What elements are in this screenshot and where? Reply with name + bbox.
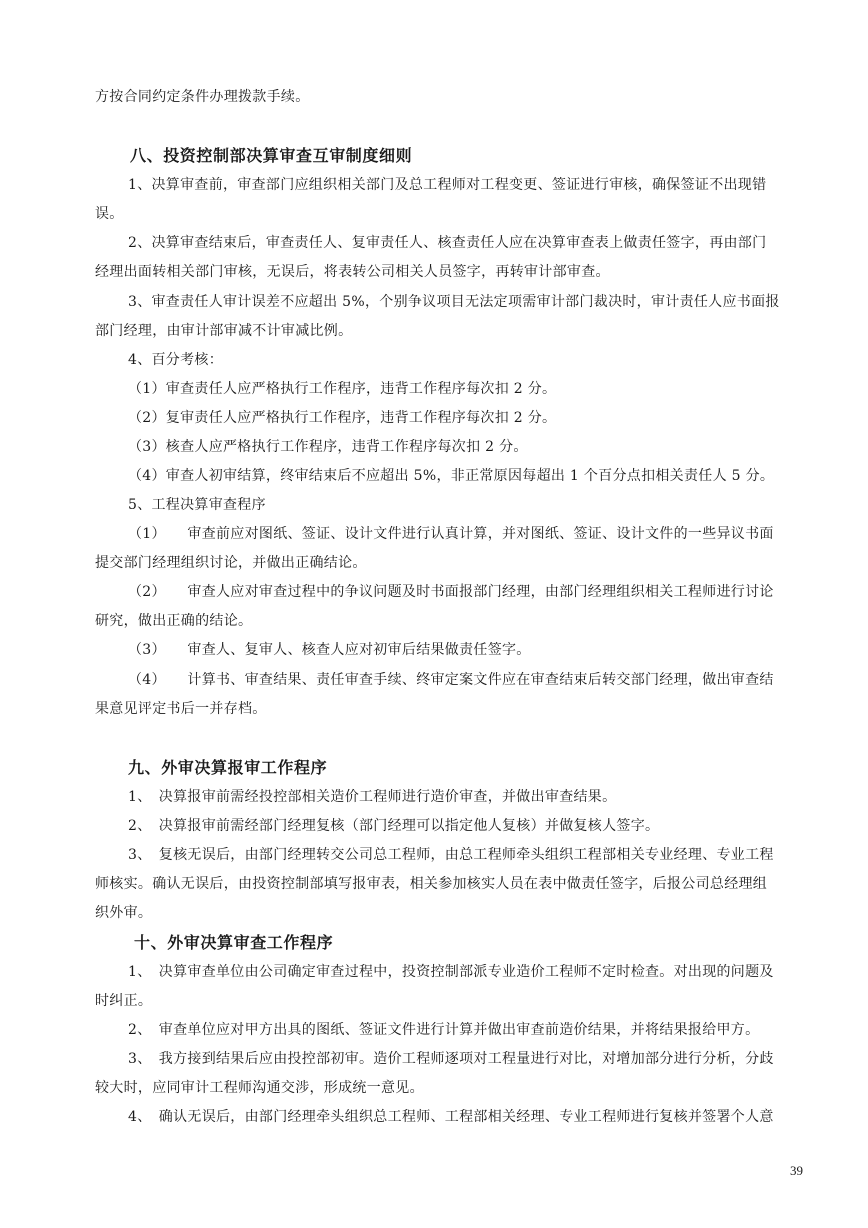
paragraph-line: 研究，做出正确的结论。 xyxy=(95,613,253,629)
paragraph-line: 1、 决算报审前需经投控部相关造价工程师进行造价审查，并做出审查结果。 xyxy=(128,789,617,805)
section-heading: 十、外审决算审查工作程序 xyxy=(134,933,334,952)
paragraph-line: 2、 决算报审前需经部门经理复核（部门经理可以指定他人复核）并做复核人签字。 xyxy=(128,818,660,834)
paragraph-line: 3、审查责任人审计误差不应超出 5%，个别争议项目无法定项需审计部门裁决时，审计责任人应书面报 xyxy=(128,294,780,310)
paragraph-line: 1、 决算审查单位由公司确定审查过程中，投资控制部派专业造价工程师不定时检查。对出现的问题及 xyxy=(128,964,774,980)
paragraph-line: 3、 复核无误后，由部门经理转交公司总工程师，由总工程师牵头组织工程部相关专业经理、专业工程 xyxy=(128,847,774,863)
paragraph-line: 3、 我方接到结果后应由投控部初审。造价工程师逐项对工程量进行对比，对增加部分进行分析，分歧 xyxy=(128,1051,774,1067)
paragraph-line: （3） 审查人、复审人、核查人应对初审后结果做责任签字。 xyxy=(128,642,531,658)
paragraph-line: 师核实。确认无误后，由投资控制部填写报审表，相关参加核实人员在表中做责任签字，后报公司总经理组 xyxy=(95,876,768,892)
paragraph-line: 经理出面转相关部门审核，无误后，将表转公司相关人员签字，再转审计部审查。 xyxy=(95,264,610,280)
page-number: 39 xyxy=(790,1163,803,1178)
paragraph-line: 1、决算审查前，审查部门应组织相关部门及总工程师对工程变更、签证进行审核，确保签证不出现错 xyxy=(128,177,767,193)
paragraph-line: （1） 审查前应对图纸、签证、设计文件进行认真计算，并对图纸、签证、设计文件的一些异议书面 xyxy=(128,526,774,542)
paragraph-line: 较大时，应同审计工程师沟通交涉，形成统一意见。 xyxy=(95,1080,424,1096)
paragraph-line: 2、决算审查结束后，审查责任人、复审责任人、核查责任人应在决算审查表上做责任签字，再由部门 xyxy=(128,235,767,251)
paragraph-line: （2）复审责任人应严格执行工作程序，违背工作程序每次扣 2 分。 xyxy=(128,410,557,426)
section-heading: 九、外审决算报审工作程序 xyxy=(128,758,328,777)
section-heading: 八、投资控制部决算审查互审制度细则 xyxy=(130,146,413,165)
paragraph-line: （2） 审查人应对审查过程中的争议问题及时书面报部门经理，由部门经理组织相关工程师进行讨论 xyxy=(128,584,774,600)
paragraph-line: 方按合同约定条件办理拨款手续。 xyxy=(95,89,310,105)
paragraph-line: （4）审查人初审结算，终审结束后不应超出 5%，非正常原因每超出 1 个百分点扣相关责任人 5 分。 xyxy=(128,468,775,484)
paragraph-line: 提交部门经理组织讨论，并做出正确结论。 xyxy=(95,555,367,571)
paragraph-line: 部门经理，由审计部审减不计审减比例。 xyxy=(95,323,353,339)
paragraph-line: 4、 确认无误后，由部门经理牵头组织总工程师、工程部相关经理、专业工程师进行复核并签署个人意 xyxy=(128,1109,774,1125)
paragraph-line: 时纠正。 xyxy=(95,993,153,1009)
paragraph-line: （3）核查人应严格执行工作程序，违背工作程序每次扣 2 分。 xyxy=(128,439,528,455)
paragraph-line: 4、百分考核： xyxy=(128,352,224,368)
paragraph-line: 误。 xyxy=(95,206,124,222)
paragraph-line: 5、工程决算审查程序 xyxy=(128,497,266,513)
paragraph-line: 织外审。 xyxy=(95,905,153,921)
paragraph-line: （4） 计算书、审查结果、责任审查手续、终审定案文件应在审查结束后转交部门经理，做出审查结 xyxy=(128,672,774,688)
paragraph-line: 2、 审查单位应对甲方出具的图纸、签证文件进行计算并做出审查前造价结果，并将结果报给甲方。 xyxy=(128,1022,760,1038)
paragraph-line: 果意见评定书后一并存档。 xyxy=(95,701,267,717)
paragraph-line: （1）审查责任人应严格执行工作程序，违背工作程序每次扣 2 分。 xyxy=(128,381,557,397)
